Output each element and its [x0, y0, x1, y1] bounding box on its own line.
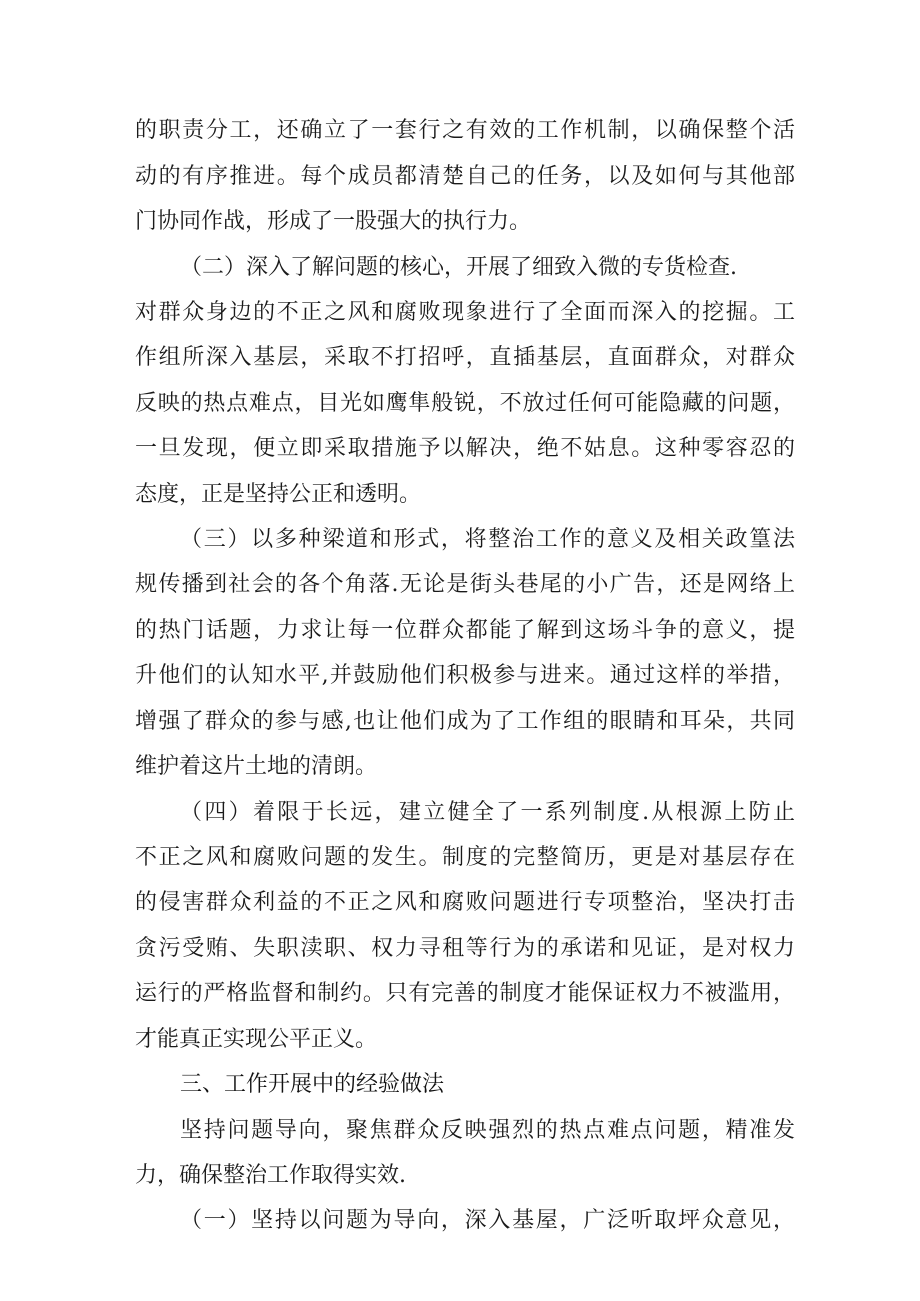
text-line: （三）以多种梁道和形式，将整治工作的意义及相关政篁法: [180, 527, 795, 552]
text-line: 增强了群众的参与感,也让他们成为了工作组的眼睛和耳朵，共同: [135, 709, 795, 734]
text-line: 运行的严格监督和制约。只有完善的制度才能保证权力不被滥用，: [135, 981, 795, 1006]
text-line: （二）深入了解问题的核心，开展了细致入微的专货检查.: [180, 255, 737, 280]
text-line: 动的有序推进。每个成员都清楚自己的任务，以及如何与其他部: [135, 164, 795, 189]
text-line: 的职责分工，还确立了一套行之有效的工作机制，以确保整个活: [135, 118, 795, 143]
text-line: 作组所深入基层，采取不打招呼，直插基层，直面群众，对群众: [135, 345, 795, 370]
text-line: 的侵害群众利益的不正之风和腐败问题进行专项整治，坚决打击: [135, 890, 795, 915]
text-line: 力，确保整治工作取得实效.: [135, 1163, 406, 1188]
text-line: 的热门话题，力求让每一位群众都能了解到这场斗争的意义，提: [135, 618, 795, 643]
text-line: 不正之风和腐败问题的发生。制度的完整简历，更是对基层存在: [135, 845, 795, 870]
text-line: 反映的热点难点，目光如鹰隼般锐，不放过任何可能隐藏的问题，: [135, 391, 795, 416]
text-line: 对群众身边的不正之风和腐败现象进行了全面而深入的挖掘。工: [135, 300, 795, 325]
text-line: 坚持问题导向，聚焦群众反映强烈的热点难点问题，精准发: [180, 1118, 795, 1143]
text-line: 贪污受贿、失职渎职、权力寻租等行为的承诺和见证，是对权力: [135, 936, 795, 961]
text-line: 升他们的认知水平,并鼓励他们积极参与进来。通过这样的举措，: [135, 663, 795, 688]
text-line: 态度，正是坚持公正和透明。: [135, 482, 422, 507]
text-line: 才能真正实现公平正义。: [135, 1027, 378, 1052]
text-line: （一）坚持以问题为导向，深入基屋，广泛听取坪众意见，: [180, 1208, 795, 1233]
text-line: 门协同作战，形成了一股强大的执行力。: [135, 209, 532, 234]
text-line: （四）着限于长远，建立健全了一系列制度.从根源上防止: [180, 800, 795, 825]
text-line: 规传播到社会的各个角落.无论是街头巷尾的小广告，还是网络上: [135, 572, 795, 597]
section-heading: 三、工作开展中的经验做法: [180, 1072, 445, 1097]
text-line: 维护着这片土地的清朗。: [135, 754, 378, 779]
text-line: 一旦发现，便立即采取措施予以解决，绝不姑息。这种零容忍的: [135, 436, 795, 461]
